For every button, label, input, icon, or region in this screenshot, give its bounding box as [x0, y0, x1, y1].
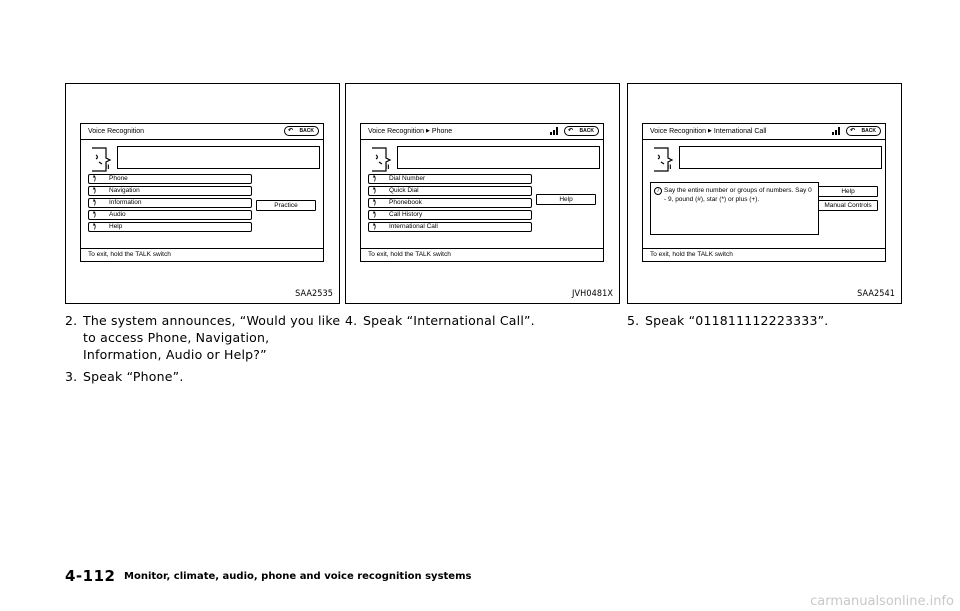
menu-item-dial-number[interactable]: ꞌꞌ) Dial Number: [368, 174, 532, 184]
voice-recognition-screen: [80, 123, 324, 262]
voice-menu: [368, 174, 532, 234]
section-title: Monitor, climate, audio, phone and voice recognition systems: [124, 571, 472, 582]
svg-text:ıı: ıı: [105, 162, 110, 171]
step-number: 5.: [627, 313, 640, 328]
divider: [643, 248, 885, 249]
divider: [81, 139, 323, 140]
back-button[interactable]: ↶ BACK: [846, 126, 881, 136]
breadcrumb-arrow-icon: ▶: [426, 128, 430, 134]
voice-command-icon: ꞌꞌ): [373, 224, 375, 230]
voice-command-icon: ꞌꞌ): [373, 200, 375, 206]
figure-jvh0481x: [345, 83, 620, 304]
step-text: Speak “Phone”.: [83, 369, 184, 384]
breadcrumb-arrow-icon: ▶: [708, 128, 712, 134]
voice-command-icon: ꞌꞌ): [373, 188, 375, 194]
screen-title: Voice Recognition: [88, 128, 145, 135]
step-4: [345, 312, 625, 329]
signal-strength-icon: [550, 127, 560, 135]
menu-item-phonebook[interactable]: ꞌꞌ) Phonebook: [368, 198, 532, 208]
divider: [81, 248, 323, 249]
instruction-box: [650, 182, 819, 235]
menu-item-navigation[interactable]: ꞌꞌ) Navigation: [88, 186, 252, 196]
steps-column-3: [627, 312, 907, 334]
voice-recognition-screen: [642, 123, 886, 262]
step-5: [627, 312, 907, 329]
screen-title: Voice Recognition ▶ International Call: [650, 128, 767, 135]
divider: [643, 139, 885, 140]
menu-item-help[interactable]: ꞌꞌ) Help: [88, 222, 252, 232]
steps-column-1: [65, 312, 350, 390]
menu-item-quick-dial[interactable]: ꞌꞌ) Quick Dial: [368, 186, 532, 196]
figure-code: SAA2541: [857, 289, 895, 299]
menu-item-information[interactable]: ꞌꞌ) Information: [88, 198, 252, 208]
voice-speaker-icon: [650, 146, 676, 173]
step-text: Speak “International Call”.: [363, 313, 535, 328]
signal-strength-icon: [832, 127, 842, 135]
menu-item-call-history[interactable]: ꞌꞌ) Call History: [368, 210, 532, 220]
voice-command-icon: ꞌꞌ): [93, 224, 95, 230]
figure-code: SAA2535: [295, 289, 333, 299]
menu-item-international-call[interactable]: ꞌꞌ) International Call: [368, 222, 532, 232]
back-button[interactable]: ↶ BACK: [564, 126, 599, 136]
figure-code: JVH0481X: [572, 289, 613, 299]
voice-command-icon: ꞌꞌ): [93, 188, 95, 194]
back-arrow-icon: ↶: [568, 128, 574, 134]
help-button[interactable]: Help: [536, 194, 596, 205]
menu-item-phone[interactable]: ꞌꞌ) Phone: [88, 174, 252, 184]
manual-controls-button[interactable]: Manual Controls: [818, 200, 878, 211]
steps-column-2: [345, 312, 625, 334]
back-button[interactable]: ↶ BACK: [284, 126, 319, 136]
menu-item-audio[interactable]: ꞌꞌ) Audio: [88, 210, 252, 220]
page-number: 4-112: [65, 567, 116, 585]
divider: [361, 139, 603, 140]
voice-menu: [88, 174, 252, 234]
help-button[interactable]: Help: [818, 186, 878, 197]
voice-command-icon: ꞌꞌ): [373, 212, 375, 218]
step-text: Speak “011811112223333”.: [645, 313, 829, 328]
divider: [361, 248, 603, 249]
figure-saa2541: [627, 83, 902, 304]
svg-text:ıı: ıı: [385, 162, 390, 171]
screen-footer: To exit, hold the TALK switch: [88, 251, 171, 258]
voice-command-icon: ꞌꞌ): [93, 212, 95, 218]
screen-footer: To exit, hold the TALK switch: [368, 251, 451, 258]
back-arrow-icon: ↶: [288, 128, 294, 134]
info-icon: i: [654, 187, 662, 195]
voice-speaker-icon: [88, 146, 114, 173]
figure-saa2535: [65, 83, 340, 304]
screen-footer: To exit, hold the TALK switch: [650, 251, 733, 258]
step-number: 4.: [345, 313, 358, 328]
screen-title: Voice Recognition ▶ Phone: [368, 128, 453, 135]
voice-recognition-screen: [360, 123, 604, 262]
step-number: 3.: [65, 369, 78, 384]
voice-command-icon: ꞌꞌ): [373, 176, 375, 182]
step-number: 2.: [65, 313, 78, 328]
back-arrow-icon: ↶: [850, 128, 856, 134]
step-2: [65, 312, 350, 363]
voice-command-icon: ꞌꞌ): [93, 176, 95, 182]
voice-command-icon: ꞌꞌ): [93, 200, 95, 206]
practice-button[interactable]: Practice: [256, 200, 316, 211]
step-3: [65, 368, 350, 385]
instruction-text: Say the entire number or groups of numbers. Say 0 - 9, pound (#), star (*) or plus (+).: [664, 187, 812, 203]
recognition-text-box: [397, 146, 600, 169]
recognition-text-box: [679, 146, 882, 169]
recognition-text-box: [117, 146, 320, 169]
step-text: The system announces, “Would you like to access Phone, Navigation, Information, Audio or Help?”: [83, 313, 341, 362]
svg-text:ıı: ıı: [667, 162, 672, 171]
watermark: carmanualsonline.info: [810, 594, 954, 609]
voice-speaker-icon: [368, 146, 394, 173]
